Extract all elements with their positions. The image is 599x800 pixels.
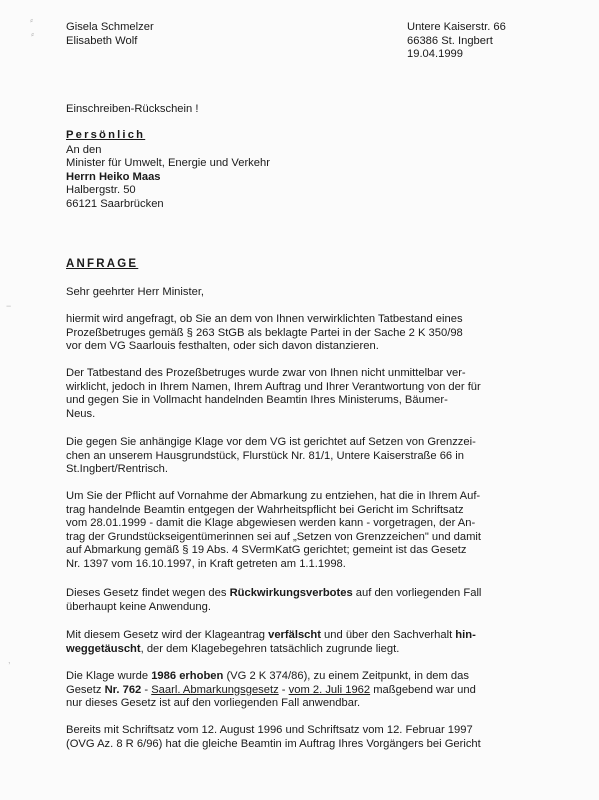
recipient-ministry: Minister für Umwelt, Energie und Verkehr <box>66 157 270 169</box>
recipient-city: 66121 Saarbrücken <box>66 197 164 210</box>
text-line: trag der Grundstückseigentümerinnen sei auf „Setzen von Grenzzeichen" und damit <box>66 530 482 543</box>
text-line: nur dieses Gesetz ist auf den vorliegenden Fall anwendbar. <box>66 697 361 709</box>
text-line: Mit diesem Gesetz wird der Klageantrag verfälscht und über den Sachverhalt hin- <box>66 629 476 641</box>
paragraph-3 <box>66 436 476 477</box>
text-line: chen an unserem Hausgrundstück, Flurstück Nr. 81/1, Untere Kaiserstraße 66 in <box>66 449 464 462</box>
text-line: vor dem VG Saarlouis festhalten, oder sich davon distanzieren. <box>66 340 379 352</box>
text-line: und gegen Sie in Vollmacht handelnden Beamtin Ihres Ministerums, Bäumer- <box>66 394 448 406</box>
paragraph-8 <box>66 724 481 751</box>
text-line: Neus. <box>66 407 96 420</box>
paragraph-5 <box>66 587 481 614</box>
text-line: vom 28.01.1999 - damit die Klage abgewiesen werden kann - vorgetragen, der An- <box>66 517 476 529</box>
salutation: Sehr geehrter Herr Minister, <box>66 286 205 298</box>
text-line: wirklicht, jedoch in Ihrem Namen, Ihrem Auftrag und Ihrer Verantwortung von der für <box>66 380 481 393</box>
scan-mark: ⸗ <box>30 15 33 25</box>
text-line: überhaupt keine Anwendung. <box>66 600 211 613</box>
paragraph-6 <box>66 629 476 656</box>
scan-mark: ⸗ <box>31 29 34 39</box>
sender-city: 66386 St. Ingbert <box>407 34 493 47</box>
text-line: Die gegen Sie anhängige Klage vor dem VG ist gerichtet auf Setzen von Grenzzei- <box>66 436 476 448</box>
text-line: Gesetz Nr. 762 - Saarl. Abmarkungsgesetz - vom 2. Juli 1962 maßgebend war und <box>66 683 476 696</box>
recipient-street: Halbergstr. 50 <box>66 184 136 196</box>
sender-street: Untere Kaiserstr. 66 <box>407 21 506 33</box>
text-line: auf Abmarkung gemäß § 19 Abs. 4 SVermKatG gerichtet; gemeint ist das Gesetz <box>66 544 467 556</box>
text-line: Dieses Gesetz findet wegen des Rückwirkungsverbotes auf den vorliegenden Fall <box>66 587 482 599</box>
text-line: Der Tatbestand des Prozeßbetruges wurde zwar von Ihnen nicht unmittelbar ver- <box>66 367 466 379</box>
paragraph-4 <box>66 490 481 571</box>
recipient-block <box>66 129 270 211</box>
text-line: Die Klage wurde 1986 erhoben (VG 2 K 374/86), zu einem Zeitpunkt, in dem das <box>66 670 469 682</box>
paragraph-2 <box>66 367 481 421</box>
personal-label: Persönlich <box>66 129 146 141</box>
recipient-an-den: An den <box>66 143 102 156</box>
text-line: Nr. 1397 vom 16.10.1997, in Kraft getreten am 1.1.1998. <box>66 557 346 570</box>
text-line: Prozeßbetruges gemäß § 263 StGB als beklagte Partei in der Sache 2 K 350/98 <box>66 326 463 339</box>
text-line: weggetäuscht, der dem Klagebegehren tatsächlich zugrunde liegt. <box>66 642 400 655</box>
text-line: Um Sie der Pflicht auf Vornahme der Abmarkung zu entziehen, hat die in Ihrem Auf- <box>66 490 481 502</box>
recipient-name: Herrn Heiko Maas <box>66 170 161 183</box>
scan-mark: − <box>6 301 12 311</box>
sender-address-block <box>407 21 506 62</box>
paragraph-1 <box>66 313 463 354</box>
sender-block <box>66 21 154 48</box>
page-title: ANFRAGE <box>66 258 139 270</box>
sender-name: Gisela Schmelzer <box>66 21 154 33</box>
text-line: (OVG Az. 8 R 6/96) hat die gleiche Beamtin im Auftrag Ihres Vorgängers bei Gericht <box>66 737 481 750</box>
paragraph-7 <box>66 670 476 711</box>
text-line: Bereits mit Schriftsatz vom 12. August 1996 und Schriftsatz vom 12. Februar 1997 <box>66 724 473 736</box>
text-line: hiermit wird angefragt, ob Sie an dem von Ihnen verwirklichten Tatbestand eines <box>66 313 463 325</box>
text-line: trag handelnde Beamtin entgegen der Wahrheitspflicht bei Gericht im Schriftsatz <box>66 503 464 516</box>
registered-mail-note: Einschreiben-Rückschein ! <box>66 103 199 115</box>
scan-mark: , <box>8 655 11 665</box>
letter-date: 19.04.1999 <box>407 48 463 60</box>
text-line: St.Ingbert/Rentrisch. <box>66 463 168 475</box>
sender-name: Elisabeth Wolf <box>66 34 138 47</box>
